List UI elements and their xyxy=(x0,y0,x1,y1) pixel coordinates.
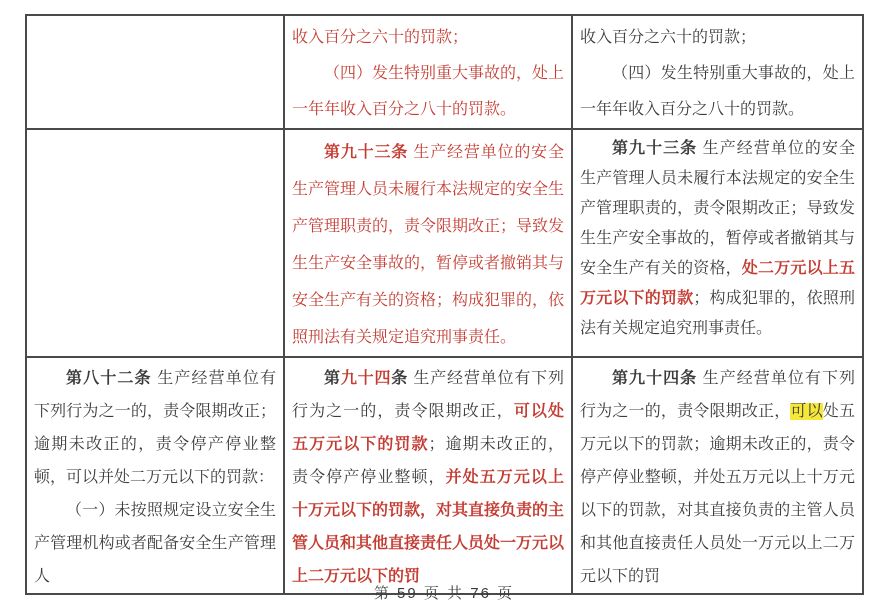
cell-row3-new-law xyxy=(572,357,863,594)
cell-row1-new-law xyxy=(572,15,863,129)
paragraph xyxy=(34,362,276,494)
paragraph xyxy=(34,494,276,593)
text-segment: （四）发生特别重大事故的，处上一年年收入百分之八十的罚款。 xyxy=(292,65,565,118)
text-segment: 可以处五万元以下的罚款 xyxy=(292,403,564,453)
paragraph xyxy=(292,362,564,593)
table-row xyxy=(26,15,863,129)
paragraph xyxy=(580,134,855,344)
law-comparison-table xyxy=(25,14,864,595)
text-segment: 第九十三条 xyxy=(324,144,409,161)
text-segment: 九十四 xyxy=(340,370,392,387)
text-segment: 第八十二条 xyxy=(66,370,152,387)
paragraph xyxy=(292,134,564,356)
text-segment: （四）发生特别重大事故的，处上一年年收入百分之八十的罚款。 xyxy=(580,65,855,118)
text-segment: 并处五万元以上十万元以下的罚款，对其直接负责的主管人员和其他直接责任人员处一万元以上二万元以下的罚 xyxy=(292,469,565,585)
text-segment: 收入百分之六十的罚款； xyxy=(580,29,757,46)
cell-row2-new-law xyxy=(572,129,863,357)
page-number: 第 59 页 共 76 页 xyxy=(373,585,515,602)
text-segment: 第 xyxy=(324,370,341,387)
highlighted-text-segment: 可以 xyxy=(790,403,823,420)
text-segment: 生产经营单位有下列行为之一的，责令限期改正；逾期未改正的，责令停产停业整顿，可以并处二万元以下的罚款： xyxy=(34,370,276,486)
text-segment: 条 xyxy=(391,370,409,387)
text-segment: 生产经营单位的安全生产管理人员未履行本法规定的安全生产管理职责的，责令限期改正；导致发生生产安全事故的，暂停或者撤销其与安全生产有关的资格；构成犯罪的，依照刑法有关规定追究刑事责任。 xyxy=(292,144,565,346)
paragraph xyxy=(580,20,855,56)
table-row xyxy=(26,129,863,357)
text-segment: （一）未按照规定设立安全生产管理机构或者配备安全生产管理人 xyxy=(34,502,276,585)
text-segment: 第九十四条 xyxy=(612,370,698,387)
text-segment: 第九十三条 xyxy=(612,140,698,157)
text-segment: 处二万元以上五万元以下的罚款 xyxy=(580,260,855,307)
text-segment: 收入百分之六十的罚款； xyxy=(292,29,469,46)
cell-row2-revision-markup xyxy=(284,129,572,357)
cell-row3-revision-markup xyxy=(284,357,572,594)
text-segment: ；构成犯罪的，依照刑法有关规定追究刑事责任。 xyxy=(580,290,855,337)
paragraph xyxy=(292,56,564,128)
text-segment: 生产经营单位有下列行为之一的，责令限期改正， xyxy=(292,370,564,420)
text-segment: 生产经营单位的安全生产管理人员未履行本法规定的安全生产管理职责的，责令限期改正；导致发生生产安全事故的，暂停或者撤销其与安全生产有关的资格， xyxy=(580,140,855,277)
cell-row1-revision-markup xyxy=(284,15,572,129)
text-segment: 处五万元以下的罚款；逾期未改正的，责令停产停业整顿，并处五万元以上十万元以下的罚款，对其直接负责的主管人员和其他直接责任人员处一万元以上二万元以下的罚 xyxy=(580,403,855,585)
paragraph xyxy=(580,56,855,128)
cell-row3-old-law xyxy=(26,357,284,594)
cell-row1-old-law xyxy=(26,15,284,129)
text-segment: ；逾期未改正的，责令停产停业整顿， xyxy=(292,436,564,486)
text-segment: 生产经营单位有下列行为之一的，责令限期改正， xyxy=(580,370,855,420)
paragraph xyxy=(292,20,564,56)
paragraph xyxy=(580,362,855,593)
table-row xyxy=(26,357,863,594)
cell-row2-old-law xyxy=(26,129,284,357)
